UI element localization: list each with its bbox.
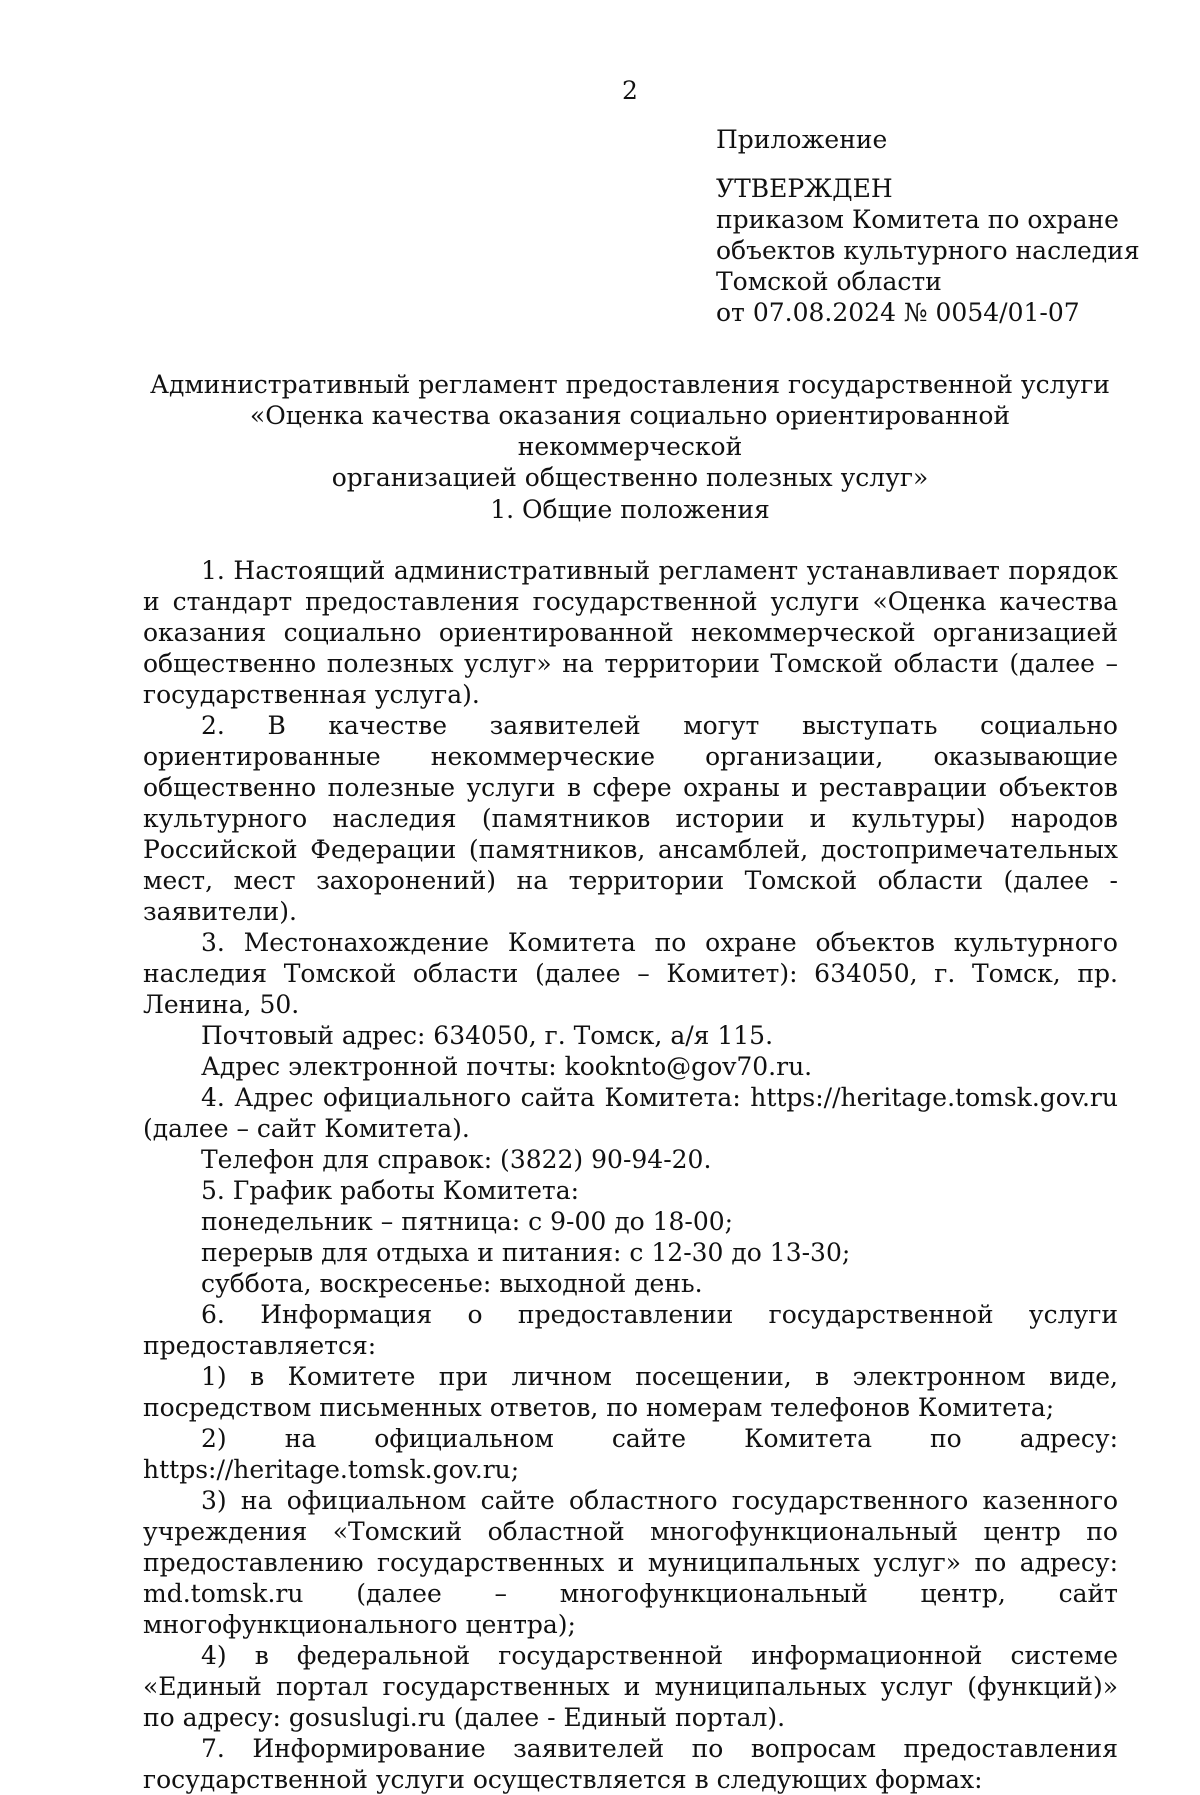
paragraph: 3. Местонахождение Комитета по охране объектов культурного наследия Томской области (далее – Комитет): 634050, г. Томск, пр. Ленина, 50.	[143, 928, 1118, 1019]
paragraph: 1. Настоящий административный регламент устанавливает порядок и стандарт предоставления государственной услуги «Оценка качества оказания социально ориентированной некоммерческой организацией общественно полезных услуг» на территории Томской области (далее – государственная услуга).	[143, 556, 1118, 709]
paragraph: Адрес электронной почты: kookntо@gov70.ru.	[201, 1052, 813, 1081]
approval-date-number: от 07.08.2024 № 0054/01-07	[716, 298, 1080, 327]
title-line: организацией общественно полезных услуг»	[331, 463, 929, 492]
paragraph: 4. Адрес официального сайта Комитета: https://heritage.tomsk.gov.ru (далее – сайт Комитета).	[143, 1083, 1118, 1143]
paragraph: 5. График работы Комитета:	[201, 1176, 580, 1205]
page-number: 2	[622, 76, 638, 105]
approved-label: УТВЕРЖДЕН	[716, 174, 893, 203]
paragraph: 1) в Комитете при личном посещении, в электронном виде, посредством письменных ответов, по номерам телефонов Комитета;	[143, 1362, 1118, 1422]
paragraph: суббота, воскресенье: выходной день.	[201, 1269, 703, 1298]
body-text	[143, 555, 1118, 1795]
paragraph: 2. В качестве заявителей могут выступать социально ориентированные некоммерческие организации, оказывающие общественно полезные услуги в сфере охраны и реставрации объектов культурного наследия (памятников истории и культуры) народов Российской Федерации (памятников, ансамблей, достопримечательных мест, мест захоронений) на территории Томской области (далее - заявители).	[143, 711, 1118, 926]
title-line: Административный регламент предоставления государственной услуги	[150, 370, 1110, 399]
title-line: «Оценка качества оказания социально ориентированной некоммерческой	[249, 401, 1011, 461]
document-title	[140, 369, 1120, 493]
paragraph: Почтовый адрес: 634050, г. Томск, а/я 115.	[201, 1021, 774, 1050]
section-heading: 1. Общие положения	[490, 495, 770, 524]
paragraph: понедельник – пятница: с 9-00 до 18-00;	[201, 1207, 734, 1236]
paragraph: 7. Информирование заявителей по вопросам предоставления государственной услуги осуществляется в следующих формах:	[143, 1734, 1118, 1794]
paragraph: 2) на официальном сайте Комитета по адресу: https://heritage.tomsk.gov.ru;	[143, 1424, 1118, 1484]
paragraph: 3) на официальном сайте областного государственного казенного учреждения «Томский областной многофункциональный центр по предоставлению государственных и муниципальных услуг» по адресу: md.tomsk.ru (далее – многофункциональный центр, сайт многофункционального центра);	[143, 1486, 1118, 1639]
annex-label: Приложение	[716, 125, 888, 154]
paragraph: Телефон для справок: (3822) 90-94-20.	[201, 1145, 712, 1174]
paragraph: 6. Информация о предоставлении государственной услуги предоставляется:	[143, 1300, 1118, 1360]
paragraph: 4) в федеральной государственной информационной системе «Единый портал государственных и муниципальных услуг (функций)» по адресу: gosuslugi.ru (далее - Единый портал).	[143, 1641, 1118, 1732]
approval-block	[716, 124, 1176, 328]
approval-line: приказом Комитета по охране	[716, 205, 1119, 234]
approval-line: объектов культурного наследия	[716, 236, 1140, 265]
approval-line: Томской области	[716, 267, 942, 296]
paragraph: перерыв для отдыха и питания: с 12-30 до 13-30;	[201, 1238, 851, 1267]
